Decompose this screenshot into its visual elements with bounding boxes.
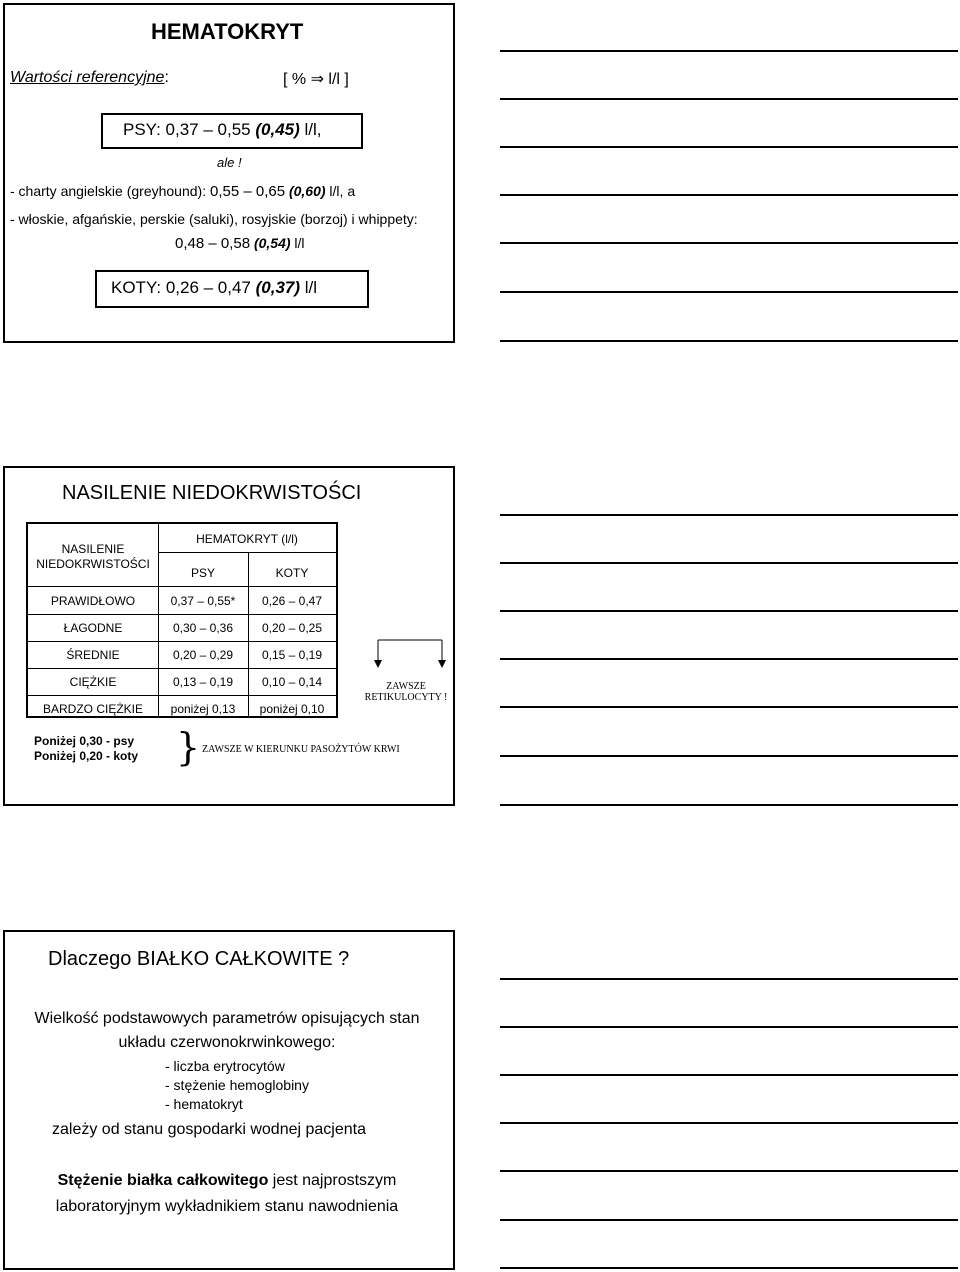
para1-line1: Wielkość podstawowych parametrów opisujących stan (34, 1010, 420, 1027)
note-line (500, 706, 958, 708)
row-koty: 0,10 – 0,14 (261, 675, 323, 689)
parameter-list (165, 1057, 309, 1114)
row-psy: 0,20 – 0,29 (172, 648, 234, 662)
row-label: ŁAGODNE (63, 621, 123, 635)
row-psy: poniżej 0,13 (170, 702, 236, 716)
zawsze-retikulocyty-note (356, 681, 456, 703)
slide3-title: Dlaczego BIAŁKO CAŁKOWITE ? (48, 948, 350, 970)
row-koty: poniżej 0,10 (259, 702, 325, 716)
breeds-range-line (175, 235, 305, 252)
header-koty: KOTY (275, 566, 309, 580)
breeds-mean: (0,54) (253, 235, 291, 251)
row-label: ŚREDNIE (66, 648, 120, 662)
row-koty: 0,20 – 0,25 (261, 621, 323, 635)
para3-line1 (5, 1168, 449, 1194)
units-label (283, 69, 349, 89)
list-item: - hematokryt (165, 1096, 243, 1112)
para3 (5, 1168, 449, 1220)
anemia-severity-table (26, 522, 338, 718)
note-line (500, 1074, 958, 1076)
note-line (500, 1170, 958, 1172)
row-koty: 0,15 – 0,19 (261, 648, 323, 662)
note-line (500, 562, 958, 564)
note-line (500, 1267, 958, 1269)
ale-note: ale ! (217, 155, 242, 170)
table-divider-h-group (158, 552, 336, 553)
koty-unit: l/l (300, 278, 318, 297)
psy-range-text (123, 120, 322, 140)
table-divider-h1 (28, 614, 336, 615)
units-open: [ % (283, 71, 311, 88)
note-line (500, 610, 958, 612)
greyhound-unit: l/l, a (325, 183, 356, 199)
row-psy: 0,30 – 0,36 (172, 621, 234, 635)
units-close: l/l ] (323, 71, 349, 88)
koty-mean: (0,37) (255, 278, 301, 297)
note-line (500, 146, 958, 148)
note-line (500, 978, 958, 980)
note-line (500, 1026, 958, 1028)
right-brace-icon: } (176, 725, 201, 769)
below-koty: Poniżej 0,20 - koty (34, 749, 139, 763)
reference-values-label (10, 69, 169, 87)
psy-range: 0,37 – 0,55 (165, 120, 251, 139)
note-line (500, 291, 958, 293)
note-line (500, 1122, 958, 1124)
reference-values-text: Wartości referencyjne (10, 69, 165, 86)
zawsze-line2: RETIKULOCYTY ! (364, 692, 448, 703)
note-line (500, 514, 958, 516)
greyhound-text: - charty angielskie (greyhound): (10, 183, 210, 199)
list-item: - liczba erytrocytów (165, 1058, 285, 1074)
koty-range: 0,26 – 0,47 (165, 278, 251, 297)
psy-unit: l/l, (299, 120, 322, 139)
down-arrows-icon (370, 638, 450, 672)
koty-label: KOTY: (111, 278, 162, 297)
header-severity-line1: NASILENIE (61, 542, 125, 556)
para1 (5, 1007, 449, 1055)
header-hematokryt: HEMATOKRYT (l/l) (196, 532, 298, 546)
slide-hematokryt (3, 3, 455, 343)
row-psy: 0,13 – 0,19 (172, 675, 234, 689)
para3-line2: laboratoryjnym wykładnikiem stanu nawodnienia (55, 1198, 399, 1215)
greyhound-line (10, 183, 355, 200)
greyhound-mean: (0,60) (288, 183, 326, 199)
note-line (500, 658, 958, 660)
note-line (500, 50, 958, 52)
para1-line2: układu czerwonokrwinkowego: (118, 1034, 336, 1051)
header-psy: PSY (190, 566, 215, 580)
psy-label: PSY: (123, 120, 161, 139)
note-line (500, 98, 958, 100)
zawsze-line1: ZAWSZE (386, 681, 426, 692)
greyhound-range: 0,55 – 0,65 (210, 183, 286, 200)
note-line (500, 755, 958, 757)
reference-values-colon: : (164, 69, 169, 86)
note-line (500, 1219, 958, 1221)
slide1-title: HEMATOKRYT (151, 19, 304, 44)
row-label: BARDZO CIĘŻKIE (42, 702, 143, 716)
para2: zależy od stanu gospodarki wodnej pacjenta (52, 1121, 366, 1138)
list-item: - stężenie hemoglobiny (165, 1077, 309, 1093)
row-koty: 0,26 – 0,47 (261, 594, 323, 608)
table-divider-h4 (28, 695, 336, 696)
slide2-title: NASILENIE NIEDOKRWISTOŚCI (62, 482, 362, 504)
breeds-line: - włoskie, afgańskie, perskie (saluki), rosyjskie (borzoj) i whippety: (10, 211, 418, 227)
parasites-note: ZAWSZE W KIERUNKU PASOŻYTÓW KRWI (202, 744, 400, 755)
row-psy: 0,37 – 0,55* (170, 594, 236, 608)
para3-rest: jest najprostszym (268, 1172, 397, 1189)
breeds-unit: l/l (290, 235, 305, 251)
row-label: CIĘŻKIE (69, 675, 117, 689)
note-line (500, 194, 958, 196)
header-severity (28, 542, 158, 572)
note-line (500, 242, 958, 244)
table-divider-h-header (28, 586, 336, 587)
koty-range-text (111, 278, 317, 298)
table-divider-h2 (28, 641, 336, 642)
implies-arrow-icon: ⇒ (310, 71, 324, 88)
table-divider-h3 (28, 668, 336, 669)
note-line (500, 340, 958, 342)
row-label: PRAWIDŁOWO (50, 594, 136, 608)
breeds-range: 0,48 – 0,58 (175, 235, 251, 252)
para3-bold: Stężenie białka całkowitego (57, 1172, 269, 1189)
psy-mean: (0,45) (255, 120, 300, 139)
below-thresholds (34, 734, 138, 764)
header-severity-line2: NIEDOKRWISTOŚCI (36, 557, 150, 571)
below-psy: Poniżej 0,30 - psy (34, 734, 135, 748)
note-line (500, 804, 958, 806)
